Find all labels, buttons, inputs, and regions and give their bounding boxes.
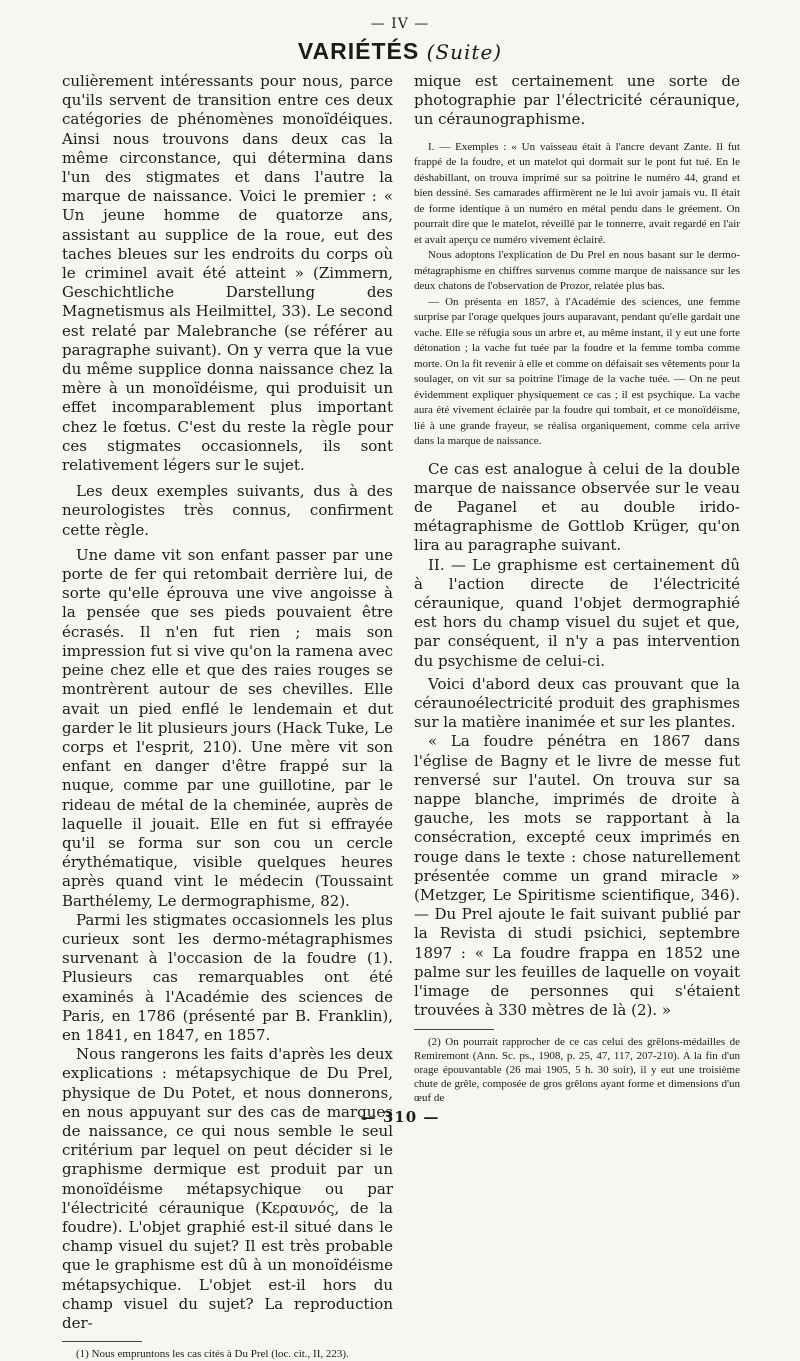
left-paragraph-3: Une dame vit son enfant passer par une porte de fer qui retombait derrière lui, de sorte qu'elle éprouva une vive angoisse à la pensée que ses pieds pouvaient être écrasés. Il n'en fut rien ; mais son impression fut si vive qu'on la ramena avec peine chez elle et que des raies rouges se montrèrent autour de ses chevilles. Elle avait un pied enflé le lendemain et dut garder le lit plusieurs jours (Hack Tuke, Le corps et l'esprit, 210). Une mère vit son enfant en danger d'être frappé sur la nuque, comme par une guillotine, par le rideau de métal de la cheminée, auprès de laquelle il jouait. Elle en fut si effrayée qu'il se forma sur son cou un cercle érythématique, visible quelques heures après quand vint le médecin (Toussaint Barthélemy, Le dermographisme, 82). <box>62 545 393 910</box>
right-paragraph-1: mique est certainement une sorte de photographie par l'électricité céraunique, un céraunographisme. <box>414 72 740 129</box>
left-footnote: (1) Nous empruntons les cas cités à Du Prel (loc. cit., II, 223). <box>76 1348 349 1361</box>
section-title-main: VARIÉTÉS <box>297 38 420 64</box>
small-paragraph-1: I. — Exemples : « Un vaisseau était à l'ancre devant Zante. Il fut frappé de la foudre, et un matelot qui dormait sur le pont fut tué. En le déshabillant, on trouva imprimé sur sa poitrine le numéro 44, grand et bien dessiné. Ses camarades affirmèrent ne le lui avoir jamais vu. Il était de forme identique à un numéro en métal pendu dans le gréement. On pourrait dire que le matelot, réveillé par le tonnerre, avait regardé en l'air et avait aperçu ce numéro vivement éclairé. <box>414 140 740 246</box>
right-paragraph-3: II. — Le graphisme est certainement dû à l'action directe de l'électricité céraunique, quand l'objet dermographié est hors du champ visuel du sujet et que, par conséquent, il n'y a pas intervention du psychisme de celui-ci. <box>414 555 740 670</box>
right-column <box>414 72 740 1105</box>
folio: — IV — <box>370 16 430 32</box>
left-column <box>62 72 393 1361</box>
small-paragraph-3: — On présenta en 1857, à l'Académie des sciences, une femme surprise par l'orage quelques jours auparavant, pendant qu'elle gardait une vache. Elle se réfugia sous un arbre et, au même instant, il y eut une forte détonation ; la vache fut tuée par la foudre et la femme tomba comme morte. On la fit revenir à elle et comme on défaisait ses vêtements pour la soulager, on vit sur sa poitrine l'image de la vache tuée. — On ne peut évidemment expliquer physiquement ce cas ; il est psychique. La vache aura été vivement éclairée par la foudre qui tombait, et ce monoïdéisme, lié à une grande frayeur, se réalisa organiquement, comme cela arrive dans la marque de naissance. <box>414 295 740 448</box>
page-number: — 310 — <box>360 1108 440 1126</box>
left-footnote-rule <box>62 1341 142 1342</box>
right-footnote: (2) On pourrait rapprocher de ce cas celui des grêlons-médailles de Remiremont (Ann. Sc. ps., 1908, p. 25, 47, 117, 207-210). A la fin d'un orage épouvantable (26 mai 1905, 5 h. 30 soir), il y eut une troisième chute de grêle, composée de gros grêlons ayant forme et dimensions d'un œuf de <box>414 1035 740 1104</box>
left-paragraph-2: Les deux exemples suivants, dus à des neurologistes très connus, confirment cette règle. <box>62 482 393 539</box>
left-paragraph-1: culièrement intéressants pour nous, parce qu'ils servent de transition entre ces deux catégories de phénomènes monoïdéiques. Ainsi nous trouvons dans deux cas la même circonstance, qui détermina dans l'un des stigmates et dans l'autre la marque de naissance. Voici le premier : « Un jeune homme de quatorze ans, assistant au supplice de la roue, eut des taches bleues sur les endroits du corps où le criminel avait été atteint » (Zimmern, Geschichtliche Darstellung des Magnetismus als Heilmittel, 33). Le second est relaté par Malebranche (se référer au paragraphe suivant). On y verra que la vue du même supplice donna naissance chez la mère à un monoïdéisme, qui produisit un effet incomparablement plus important chez le fœtus. C'est du reste la règle pour ces stigmates occasionnels, ils sont relativement légers sur le sujet. <box>62 72 393 475</box>
right-paragraph-5: « La foudre pénétra en 1867 dans l'église de Bagny et le livre de messe fut renversé sur l'autel. On trouva sur sa nappe blanche, imprimés de droite à gauche, les mots se rapportant à la consécration, excepté ceux imprimés en rouge dans le texte : chose naturellement présentée comme un grand miracle » (Metzger, Le Spiritisme scientifique, 346). — Du Prel ajoute le fait suivant publié par la Revista di studi psichici, septembre 1897 : « La foudre frappa en 1852 une palme sur les feuilles de laquelle on voyait l'image de personnes qui s'étaient trouvées à 330 mètres de là (2). » <box>414 732 740 1020</box>
right-footnote-rule <box>414 1029 494 1030</box>
right-paragraph-2: Ce cas est analogue à celui de la double marque de naissance observée sur le veau de Paganel et au double irido-métagraphisme de Gottlob Krüger, qu'on lira au paragraphe suivant. <box>414 459 740 555</box>
small-paragraph-2: Nous adoptons l'explication de Du Prel en nous basant sur le dermo-métagraphisme en chiffres survenus comme marque de naissance sur les deux chatons de l'observation de Prozor, relatée plus bas. <box>414 249 740 293</box>
section-title-suite: (Suite) <box>426 40 503 64</box>
left-paragraph-5: Nous rangerons les faits d'après les deux explications : métapsychique de Du Prel, physique de Du Potet, et nous donnerons, en nous appuyant sur des cas de marques de naissance, ce qui nous semble le seul critérium par lequel on peut décider si le graphisme dermique est produit par un monoïdéisme métapsychique ou par l'électricité céraunique (Κεραυνός, de la foudre). L'objet graphié est-il situé dans le champ visuel du sujet? Il est très probable que le graphisme est dû à un monoïdéisme métapsychique. L'objet est-il hors du champ visuel du sujet? La reproduction der- <box>62 1045 393 1332</box>
section-title <box>0 38 800 65</box>
right-paragraph-4: Voici d'abord deux cas prouvant que la céraunoélectricité produit des graphismes sur la matière inanimée et sur les plantes. <box>414 674 740 732</box>
left-paragraph-4: Parmi les stigmates occasionnels les plus curieux sont les dermo-métagraphismes survenant à l'occasion de la foudre (1). Plusieurs cas remarquables ont été examinés à l'Académie des sciences de Paris, en 1786 (présenté par B. Franklin), en 1841, en 1847, en 1857. <box>62 910 393 1044</box>
small-print-block <box>414 140 740 450</box>
